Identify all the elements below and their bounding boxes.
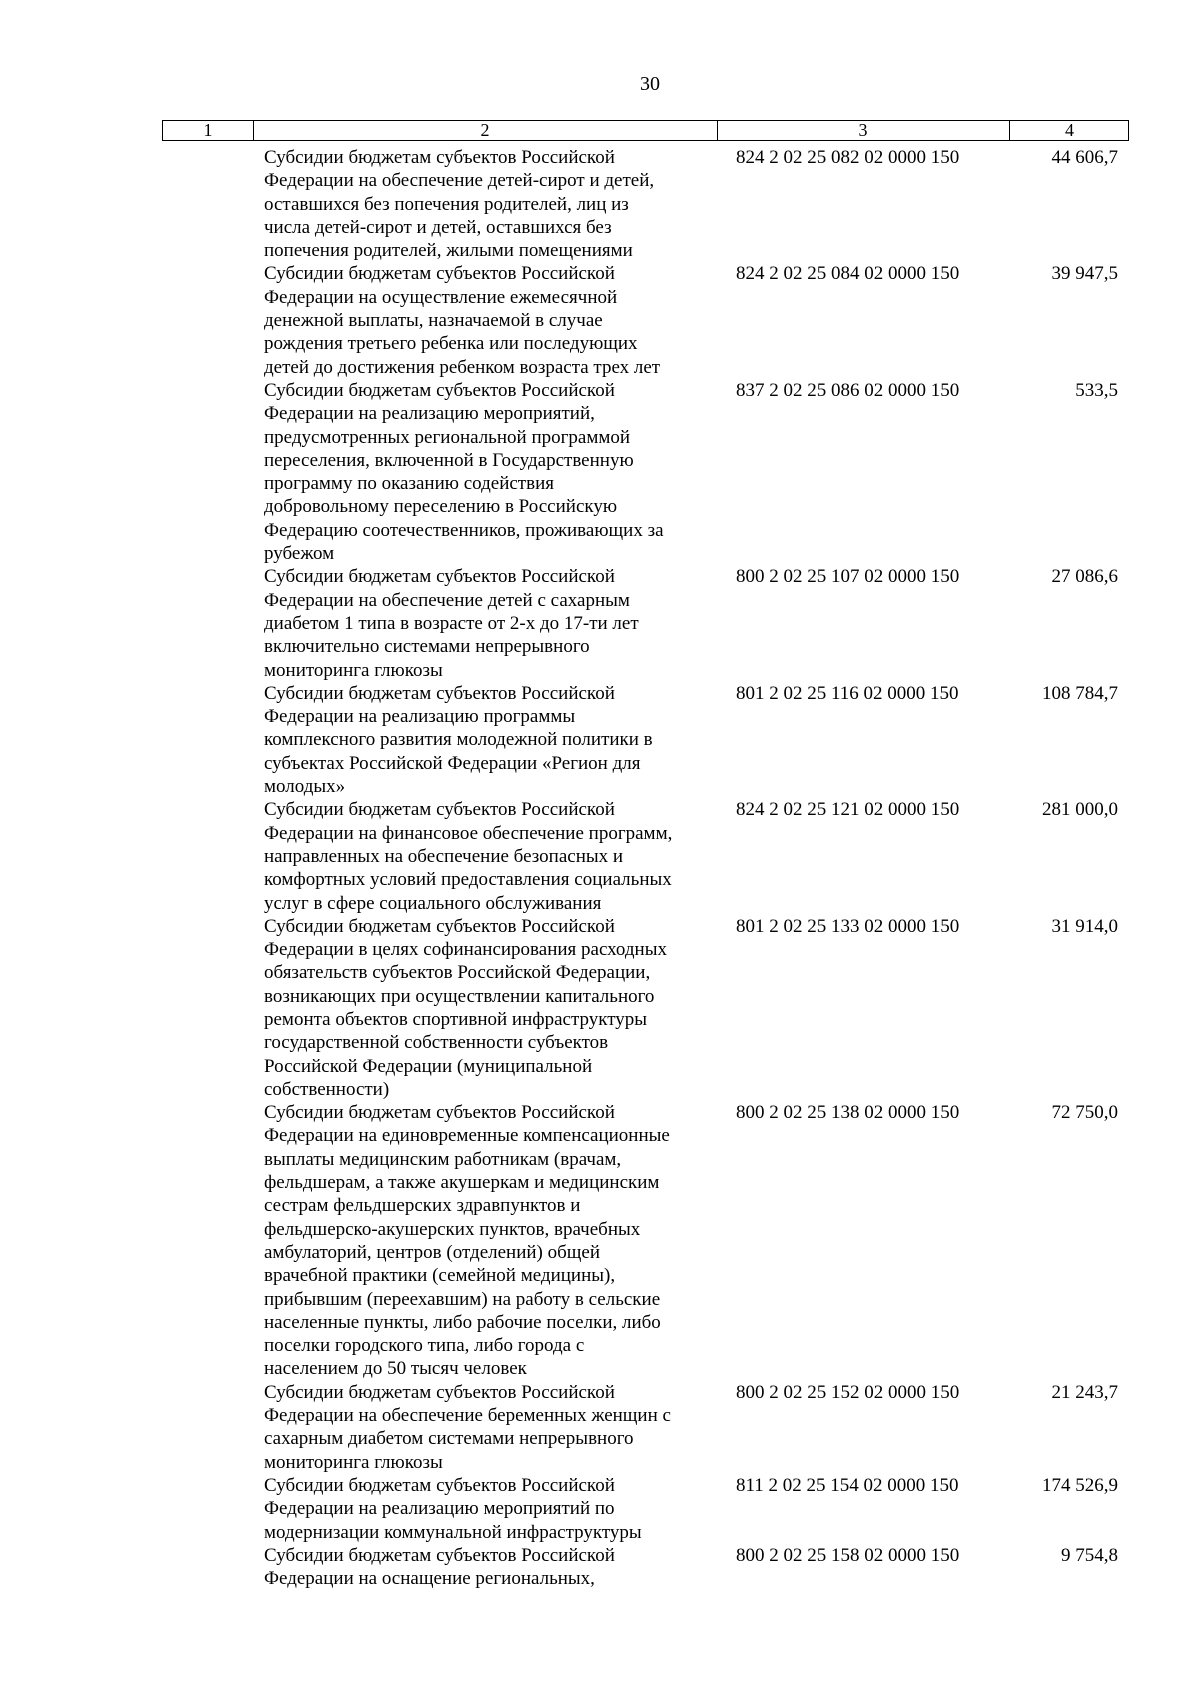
description-line: Федерации в целях софинансирования расходных — [264, 939, 667, 961]
description-line: Федерации на обеспечение детей-сирот и детей, — [264, 170, 655, 192]
description-line: Субсидии бюджетам субъектов Российской — [264, 1474, 615, 1496]
row-description — [264, 379, 714, 565]
row-description — [264, 798, 714, 914]
header-col-2: 2 — [480, 120, 490, 140]
description-line: Федерации на единовременные компенсационные — [264, 1125, 670, 1147]
description-line: выплаты медицинским работникам (врачам, — [264, 1148, 622, 1170]
table-header-row — [162, 120, 1129, 141]
amount-value: 9 754,8 — [1061, 1544, 1118, 1566]
table-row — [0, 1544, 1200, 1591]
budget-code: 811 2 02 25 154 02 0000 150 — [736, 1474, 959, 1496]
row-description — [264, 915, 714, 1101]
description-line: Федерации на финансовое обеспечение программ, — [264, 822, 673, 844]
header-col-4: 4 — [1065, 120, 1074, 140]
description-line: диабетом 1 типа в возрасте от 2-х до 17-ти лет — [264, 612, 639, 634]
description-line: государственной собственности субъектов — [264, 1032, 609, 1054]
description-line: денежной выплаты, назначаемой в случае — [264, 310, 603, 332]
description-line: Субсидии бюджетам субъектов Российской — [264, 682, 615, 704]
budget-code: 800 2 02 25 107 02 0000 150 — [736, 566, 960, 588]
table-row — [0, 682, 1200, 798]
description-line: сестрам фельдшерских здравпунктов и — [264, 1195, 581, 1217]
description-line: модернизации коммунальной инфраструктуры — [264, 1521, 642, 1543]
page-number: 30 — [640, 73, 660, 95]
description-line: молодых» — [264, 776, 346, 798]
description-line: мониторинга глюкозы — [264, 659, 443, 681]
description-line: предусмотренных региональной программой — [264, 426, 631, 448]
row-description — [264, 146, 714, 262]
description-line: прибывшим (переехавшим) на работу в сельские — [264, 1288, 661, 1310]
amount-value: 31 914,0 — [1051, 915, 1118, 937]
description-line: комплексного развития молодежной политики в — [264, 729, 653, 751]
description-line: мониторинга глюкозы — [264, 1451, 443, 1473]
description-line: населением до 50 тысяч человек — [264, 1358, 527, 1380]
amount-value: 27 086,6 — [1051, 566, 1118, 588]
description-line: Субсидии бюджетам субъектов Российской — [264, 1381, 615, 1403]
description-line: рубежом — [264, 543, 335, 565]
amount-value: 39 947,5 — [1051, 263, 1118, 285]
description-line: программу по оказанию содействия — [264, 473, 554, 495]
table-body — [0, 146, 1200, 1590]
table-row — [0, 798, 1200, 914]
description-line: включительно системами непрерывного — [264, 636, 590, 658]
row-description — [264, 682, 714, 798]
description-line: врачебной практики (семейной медицины), — [264, 1265, 616, 1287]
header-col-1: 1 — [203, 120, 213, 140]
amount-value: 44 606,7 — [1051, 147, 1118, 168]
description-line: Федерации на оснащение региональных, — [264, 1568, 595, 1590]
description-line: фельдшерско-акушерских пунктов, врачебных — [264, 1218, 641, 1240]
table-row — [0, 1474, 1200, 1544]
amount-value: 72 750,0 — [1051, 1102, 1118, 1124]
amount-value: 108 784,7 — [1042, 682, 1118, 704]
amount-value: 281 000,0 — [1042, 799, 1118, 821]
amount-value: 21 243,7 — [1051, 1381, 1118, 1403]
description-line: попечения родителей, жилыми помещениями — [264, 240, 633, 262]
row-description — [264, 1101, 714, 1381]
budget-code: 801 2 02 25 133 02 0000 150 — [736, 915, 960, 937]
description-line: комфортных условий предоставления социальных — [264, 869, 672, 891]
table-row — [0, 1101, 1200, 1381]
header-col-3: 3 — [858, 120, 868, 140]
description-line: Субсидии бюджетам субъектов Российской — [264, 566, 615, 588]
description-line: Субсидии бюджетам субъектов Российской — [264, 1102, 615, 1124]
description-line: ремонта объектов спортивной инфраструктуры — [264, 1008, 648, 1030]
description-line: Федерации на реализацию программы — [264, 706, 576, 728]
table-row — [0, 146, 1200, 262]
description-line: Российской Федерации (муниципальной — [264, 1055, 593, 1077]
budget-code: 824 2 02 25 084 02 0000 150 — [736, 263, 960, 285]
description-line: амбулаторий, центров (отделений) общей — [264, 1241, 601, 1263]
description-line: Субсидии бюджетам субъектов Российской — [264, 799, 615, 821]
description-line: Федерации на реализацию мероприятий по — [264, 1498, 615, 1520]
description-line: рождения третьего ребенка или последующих — [264, 333, 638, 355]
description-line: возникающих при осуществлении капитального — [264, 985, 655, 1007]
description-line: направленных на обеспечение безопасных и — [264, 845, 624, 867]
description-line: переселения, включенной в Государственную — [264, 449, 634, 471]
description-line: поселки городского типа, либо города с — [264, 1335, 585, 1357]
description-line: Федерации на реализацию мероприятий, — [264, 403, 595, 425]
description-line: оставшихся без попечения родителей, лиц из — [264, 193, 629, 215]
description-line: фельдшерам, а также акушеркам и медицинским — [264, 1172, 660, 1194]
description-line: сахарным диабетом системами непрерывного — [264, 1428, 634, 1450]
row-description — [264, 565, 714, 681]
description-line: детей до достижения ребенком возраста трех лет — [264, 356, 661, 378]
description-line: обязательств субъектов Российской Федерации, — [264, 962, 651, 984]
amount-value: 533,5 — [1075, 379, 1118, 401]
table-row — [0, 379, 1200, 565]
table-row — [0, 1381, 1200, 1474]
table-row — [0, 565, 1200, 681]
budget-code: 837 2 02 25 086 02 0000 150 — [736, 379, 960, 401]
budget-code: 801 2 02 25 116 02 0000 150 — [736, 682, 959, 704]
description-line: Субсидии бюджетам субъектов Российской — [264, 915, 615, 937]
description-line: Федерацию соотечественников, проживающих за — [264, 519, 664, 541]
description-line: Субсидии бюджетам субъектов Российской — [264, 263, 615, 285]
row-description — [264, 262, 714, 378]
budget-code: 800 2 02 25 138 02 0000 150 — [736, 1102, 960, 1124]
description-line: добровольному переселению в Российскую — [264, 496, 618, 518]
description-line: Федерации на осуществление ежемесячной — [264, 286, 618, 308]
description-line: Субсидии бюджетам субъектов Российской — [264, 1544, 615, 1566]
row-description — [264, 1381, 714, 1474]
budget-code: 824 2 02 25 082 02 0000 150 — [736, 147, 960, 168]
budget-code: 800 2 02 25 158 02 0000 150 — [736, 1544, 960, 1566]
budget-code: 824 2 02 25 121 02 0000 150 — [736, 799, 960, 821]
description-line: субъектах Российской Федерации «Регион для — [264, 752, 641, 774]
description-line: собственности) — [264, 1078, 390, 1100]
table-row — [0, 262, 1200, 378]
description-line: Субсидии бюджетам субъектов Российской — [264, 147, 615, 168]
amount-value: 174 526,9 — [1042, 1474, 1118, 1496]
description-line: числа детей-сирот и детей, оставшихся без — [264, 216, 612, 238]
row-description — [264, 1474, 714, 1544]
description-line: Субсидии бюджетам субъектов Российской — [264, 379, 615, 401]
table-row — [0, 915, 1200, 1101]
row-description — [264, 1544, 714, 1591]
description-line: услуг в сфере социального обслуживания — [264, 892, 602, 914]
description-line: Федерации на обеспечение детей с сахарным — [264, 589, 630, 611]
description-line: населенные пункты, либо рабочие поселки, либо — [264, 1311, 661, 1333]
description-line: Федерации на обеспечение беременных женщин с — [264, 1405, 671, 1427]
budget-code: 800 2 02 25 152 02 0000 150 — [736, 1381, 960, 1403]
